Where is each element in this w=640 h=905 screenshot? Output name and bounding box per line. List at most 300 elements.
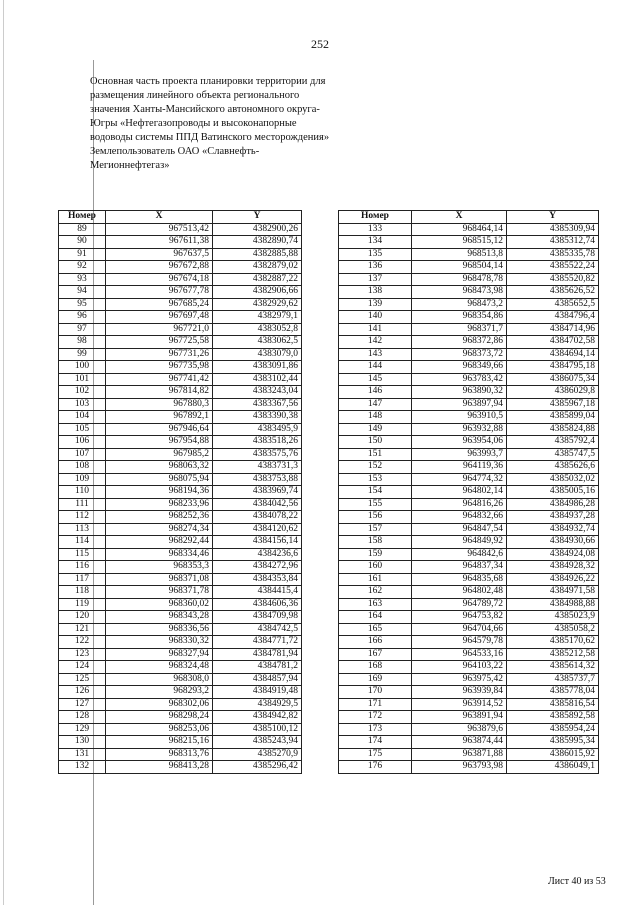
y-coordinate-cell: 4384078,22	[213, 511, 302, 524]
point-number-cell: 115	[59, 548, 106, 561]
table-row	[59, 523, 302, 536]
point-number-cell: 167	[339, 648, 412, 661]
table-row	[59, 411, 302, 424]
table-row	[59, 298, 302, 311]
y-coordinate-cell: 4382900,26	[213, 223, 302, 236]
x-coordinate-cell: 967677,78	[106, 286, 213, 299]
point-number-cell: 174	[339, 736, 412, 749]
point-number-cell: 147	[339, 398, 412, 411]
table-row	[59, 748, 302, 761]
point-number-cell: 131	[59, 748, 106, 761]
y-coordinate-cell: 4384714,96	[507, 323, 599, 336]
point-number-cell: 143	[339, 348, 412, 361]
y-coordinate-cell: 4385100,12	[213, 723, 302, 736]
table-row	[59, 386, 302, 399]
point-number-cell: 106	[59, 436, 106, 449]
table-row	[339, 623, 599, 636]
table-row	[59, 261, 302, 274]
x-coordinate-cell: 968360,02	[106, 598, 213, 611]
x-coordinate-cell: 968253,06	[106, 723, 213, 736]
table-row	[339, 423, 599, 436]
x-coordinate-cell: 963993,7	[412, 448, 507, 461]
heading-line: Основная часть проекта планировки территории для	[90, 76, 326, 87]
y-coordinate-cell: 4384988,88	[507, 598, 599, 611]
x-coordinate-cell: 963914,52	[412, 698, 507, 711]
x-coordinate-cell: 968330,32	[106, 636, 213, 649]
x-coordinate-cell: 968252,36	[106, 511, 213, 524]
point-number-cell: 165	[339, 623, 412, 636]
table-row	[59, 711, 302, 724]
x-coordinate-cell: 967741,42	[106, 373, 213, 386]
y-coordinate-cell: 4385626,6	[507, 461, 599, 474]
y-coordinate-cell: 4385309,94	[507, 223, 599, 236]
point-number-cell: 113	[59, 523, 106, 536]
y-coordinate-cell: 4385296,42	[213, 761, 302, 774]
table-row	[339, 386, 599, 399]
point-number-cell: 149	[339, 423, 412, 436]
x-coordinate-cell: 968215,16	[106, 736, 213, 749]
point-number-cell: 159	[339, 548, 412, 561]
table-row	[339, 548, 599, 561]
point-number-cell: 90	[59, 236, 106, 249]
y-coordinate-cell: 4385967,18	[507, 398, 599, 411]
point-number-cell: 175	[339, 748, 412, 761]
point-number-cell: 155	[339, 498, 412, 511]
table-row	[339, 248, 599, 261]
point-number-cell: 137	[339, 273, 412, 286]
point-number-cell: 117	[59, 573, 106, 586]
table-row	[59, 223, 302, 236]
y-coordinate-cell: 4384702,58	[507, 336, 599, 349]
y-coordinate-cell: 4383079,0	[213, 348, 302, 361]
x-coordinate-cell: 963879,6	[412, 723, 507, 736]
x-coordinate-cell: 963871,88	[412, 748, 507, 761]
page-number: 252	[311, 37, 329, 51]
point-number-cell: 138	[339, 286, 412, 299]
point-number-cell: 135	[339, 248, 412, 261]
point-number-cell: 145	[339, 373, 412, 386]
table-row	[339, 536, 599, 549]
table-row	[339, 473, 599, 486]
x-coordinate-cell: 968413,28	[106, 761, 213, 774]
table-header-row	[339, 211, 599, 224]
y-coordinate-cell: 4384926,22	[507, 573, 599, 586]
column-header-number: Номер	[339, 211, 412, 224]
y-coordinate-cell: 4385778,04	[507, 686, 599, 699]
y-coordinate-cell: 4386029,8	[507, 386, 599, 399]
point-number-cell: 125	[59, 673, 106, 686]
table-row	[339, 323, 599, 336]
point-number-cell: 132	[59, 761, 106, 774]
point-number-cell: 93	[59, 273, 106, 286]
x-coordinate-cell: 968349,66	[412, 361, 507, 374]
y-coordinate-cell: 4383091,86	[213, 361, 302, 374]
y-coordinate-cell: 4385816,54	[507, 698, 599, 711]
table-row	[339, 273, 599, 286]
point-number-cell: 126	[59, 686, 106, 699]
point-number-cell: 95	[59, 298, 106, 311]
point-number-cell: 168	[339, 661, 412, 674]
point-number-cell: 161	[339, 573, 412, 586]
x-coordinate-cell: 964704,66	[412, 623, 507, 636]
coordinates-table-left	[58, 210, 302, 774]
x-coordinate-cell: 963891,94	[412, 711, 507, 724]
table-row	[59, 423, 302, 436]
y-coordinate-cell: 4383753,88	[213, 473, 302, 486]
table-row	[59, 473, 302, 486]
table-row	[339, 661, 599, 674]
y-coordinate-cell: 4384415,4	[213, 586, 302, 599]
table-row	[59, 498, 302, 511]
x-coordinate-cell: 963954,06	[412, 436, 507, 449]
y-coordinate-cell: 4384709,98	[213, 611, 302, 624]
table-row	[339, 698, 599, 711]
table-row	[59, 661, 302, 674]
y-coordinate-cell: 4385023,9	[507, 611, 599, 624]
table-row	[339, 261, 599, 274]
point-number-cell: 99	[59, 348, 106, 361]
x-coordinate-cell: 963874,44	[412, 736, 507, 749]
y-coordinate-cell: 4384781,2	[213, 661, 302, 674]
y-coordinate-cell: 4382885,88	[213, 248, 302, 261]
x-coordinate-cell: 968353,3	[106, 561, 213, 574]
x-coordinate-cell: 967946,64	[106, 423, 213, 436]
y-coordinate-cell: 4385212,58	[507, 648, 599, 661]
point-number-cell: 98	[59, 336, 106, 349]
y-coordinate-cell: 4385170,62	[507, 636, 599, 649]
x-coordinate-cell: 968075,94	[106, 473, 213, 486]
table-row	[339, 448, 599, 461]
table-row	[339, 673, 599, 686]
y-coordinate-cell: 4385058,2	[507, 623, 599, 636]
y-coordinate-cell: 4385737,7	[507, 673, 599, 686]
point-number-cell: 142	[339, 336, 412, 349]
x-coordinate-cell: 967611,38	[106, 236, 213, 249]
x-coordinate-cell: 964837,34	[412, 561, 507, 574]
column-header-x: X	[412, 211, 507, 224]
x-coordinate-cell: 968343,28	[106, 611, 213, 624]
y-coordinate-cell: 4383102,44	[213, 373, 302, 386]
x-coordinate-cell: 968324,48	[106, 661, 213, 674]
table-row	[59, 736, 302, 749]
y-coordinate-cell: 4383243,04	[213, 386, 302, 399]
x-coordinate-cell: 964816,26	[412, 498, 507, 511]
table-row	[339, 648, 599, 661]
table-row	[339, 586, 599, 599]
x-coordinate-cell: 968354,86	[412, 311, 507, 324]
x-coordinate-cell: 968302,06	[106, 698, 213, 711]
x-coordinate-cell: 968293,2	[106, 686, 213, 699]
table-row	[59, 598, 302, 611]
x-coordinate-cell: 964842,6	[412, 548, 507, 561]
table-row	[59, 536, 302, 549]
x-coordinate-cell: 968513,8	[412, 248, 507, 261]
point-number-cell: 118	[59, 586, 106, 599]
y-coordinate-cell: 4384236,6	[213, 548, 302, 561]
x-coordinate-cell: 968371,78	[106, 586, 213, 599]
x-coordinate-cell: 968063,32	[106, 461, 213, 474]
y-coordinate-cell: 4385747,5	[507, 448, 599, 461]
y-coordinate-cell: 4385824,88	[507, 423, 599, 436]
x-coordinate-cell: 964832,66	[412, 511, 507, 524]
point-number-cell: 140	[339, 311, 412, 324]
y-coordinate-cell: 4383367,56	[213, 398, 302, 411]
point-number-cell: 129	[59, 723, 106, 736]
y-coordinate-cell: 4383518,26	[213, 436, 302, 449]
x-coordinate-cell: 964753,82	[412, 611, 507, 624]
y-coordinate-cell: 4384930,66	[507, 536, 599, 549]
y-coordinate-cell: 4384986,28	[507, 498, 599, 511]
x-coordinate-cell: 967674,18	[106, 273, 213, 286]
point-number-cell: 109	[59, 473, 106, 486]
table-row	[339, 636, 599, 649]
y-coordinate-cell: 4383969,74	[213, 486, 302, 499]
x-coordinate-cell: 964849,92	[412, 536, 507, 549]
x-coordinate-cell: 963793,98	[412, 761, 507, 774]
point-number-cell: 154	[339, 486, 412, 499]
table-row	[339, 436, 599, 449]
x-coordinate-cell: 967721,0	[106, 323, 213, 336]
point-number-cell: 107	[59, 448, 106, 461]
point-number-cell: 169	[339, 673, 412, 686]
x-coordinate-cell: 968473,2	[412, 298, 507, 311]
x-coordinate-cell: 968464,14	[412, 223, 507, 236]
column-header-x: X	[106, 211, 213, 224]
point-number-cell: 121	[59, 623, 106, 636]
y-coordinate-cell: 4385995,34	[507, 736, 599, 749]
table-row	[339, 486, 599, 499]
y-coordinate-cell: 4385270,9	[213, 748, 302, 761]
x-coordinate-cell: 963890,32	[412, 386, 507, 399]
table-row	[59, 336, 302, 349]
y-coordinate-cell: 4385243,94	[213, 736, 302, 749]
point-number-cell: 141	[339, 323, 412, 336]
point-number-cell: 104	[59, 411, 106, 424]
point-number-cell: 119	[59, 598, 106, 611]
point-number-cell: 146	[339, 386, 412, 399]
column-header-y: Y	[507, 211, 599, 224]
x-coordinate-cell: 967697,48	[106, 311, 213, 324]
y-coordinate-cell: 4386075,34	[507, 373, 599, 386]
x-coordinate-cell: 968298,24	[106, 711, 213, 724]
y-coordinate-cell: 4384353,84	[213, 573, 302, 586]
table-row	[339, 311, 599, 324]
x-coordinate-cell: 964802,48	[412, 586, 507, 599]
heading-line: размещения линейного объекта регионального	[90, 90, 300, 101]
y-coordinate-cell: 4385626,52	[507, 286, 599, 299]
heading-line: значения Ханты-Мансийского автономного округа-	[90, 104, 320, 115]
point-number-cell: 102	[59, 386, 106, 399]
heading-line: Югры «Нефтегазопроводы и высоконапорные	[90, 118, 297, 129]
y-coordinate-cell: 4385005,16	[507, 486, 599, 499]
x-coordinate-cell: 967954,88	[106, 436, 213, 449]
y-coordinate-cell: 4385335,78	[507, 248, 599, 261]
x-coordinate-cell: 968473,98	[412, 286, 507, 299]
table-row	[339, 686, 599, 699]
coordinates-table-right	[338, 210, 599, 774]
y-coordinate-cell: 4384937,28	[507, 511, 599, 524]
table-row	[339, 286, 599, 299]
table-row	[339, 223, 599, 236]
table-row	[59, 611, 302, 624]
point-number-cell: 151	[339, 448, 412, 461]
table-row	[339, 298, 599, 311]
table-row	[59, 236, 302, 249]
table-row	[339, 761, 599, 774]
x-coordinate-cell: 968308,0	[106, 673, 213, 686]
y-coordinate-cell: 4384928,32	[507, 561, 599, 574]
point-number-cell: 123	[59, 648, 106, 661]
y-coordinate-cell: 4384742,5	[213, 623, 302, 636]
x-coordinate-cell: 968233,96	[106, 498, 213, 511]
y-coordinate-cell: 4386015,92	[507, 748, 599, 761]
point-number-cell: 127	[59, 698, 106, 711]
table-row	[339, 236, 599, 249]
point-number-cell: 94	[59, 286, 106, 299]
x-coordinate-cell: 967725,58	[106, 336, 213, 349]
table-row	[59, 548, 302, 561]
x-coordinate-cell: 964835,68	[412, 573, 507, 586]
x-coordinate-cell: 963910,5	[412, 411, 507, 424]
point-number-cell: 148	[339, 411, 412, 424]
point-number-cell: 166	[339, 636, 412, 649]
table-row	[339, 361, 599, 374]
table-row	[339, 598, 599, 611]
y-coordinate-cell: 4386049,1	[507, 761, 599, 774]
table-row	[59, 723, 302, 736]
y-coordinate-cell: 4384857,94	[213, 673, 302, 686]
document-heading	[90, 75, 390, 173]
x-coordinate-cell: 967985,2	[106, 448, 213, 461]
x-coordinate-cell: 968334,46	[106, 548, 213, 561]
point-number-cell: 105	[59, 423, 106, 436]
point-number-cell: 170	[339, 686, 412, 699]
point-number-cell: 91	[59, 248, 106, 261]
table-row	[339, 561, 599, 574]
table-row	[339, 461, 599, 474]
point-number-cell: 100	[59, 361, 106, 374]
point-number-cell: 176	[339, 761, 412, 774]
y-coordinate-cell: 4385312,74	[507, 236, 599, 249]
table-row	[59, 686, 302, 699]
y-coordinate-cell: 4384929,5	[213, 698, 302, 711]
x-coordinate-cell: 968373,72	[412, 348, 507, 361]
point-number-cell: 164	[339, 611, 412, 624]
table-row	[339, 511, 599, 524]
point-number-cell: 92	[59, 261, 106, 274]
scan-edge-line	[3, 0, 4, 905]
x-coordinate-cell: 964579,78	[412, 636, 507, 649]
table-row	[59, 636, 302, 649]
table-row	[59, 373, 302, 386]
point-number-cell: 112	[59, 511, 106, 524]
point-number-cell: 89	[59, 223, 106, 236]
y-coordinate-cell: 4384771,72	[213, 636, 302, 649]
point-number-cell: 172	[339, 711, 412, 724]
x-coordinate-cell: 968327,94	[106, 648, 213, 661]
x-coordinate-cell: 968504,14	[412, 261, 507, 274]
y-coordinate-cell: 4385032,02	[507, 473, 599, 486]
table-row	[59, 561, 302, 574]
table-row	[59, 286, 302, 299]
table-row	[59, 761, 302, 774]
y-coordinate-cell: 4385792,4	[507, 436, 599, 449]
table-row	[59, 673, 302, 686]
point-number-cell: 96	[59, 311, 106, 324]
y-coordinate-cell: 4384796,4	[507, 311, 599, 324]
x-coordinate-cell: 968372,86	[412, 336, 507, 349]
table-row	[339, 573, 599, 586]
table-row	[339, 398, 599, 411]
x-coordinate-cell: 968371,08	[106, 573, 213, 586]
x-coordinate-cell: 967880,3	[106, 398, 213, 411]
point-number-cell: 156	[339, 511, 412, 524]
point-number-cell: 139	[339, 298, 412, 311]
y-coordinate-cell: 4385652,5	[507, 298, 599, 311]
point-number-cell: 152	[339, 461, 412, 474]
y-coordinate-cell: 4382890,74	[213, 236, 302, 249]
point-number-cell: 108	[59, 461, 106, 474]
y-coordinate-cell: 4385614,32	[507, 661, 599, 674]
table-row	[339, 523, 599, 536]
table-row	[59, 586, 302, 599]
x-coordinate-cell: 963897,94	[412, 398, 507, 411]
table-row	[59, 698, 302, 711]
point-number-cell: 160	[339, 561, 412, 574]
column-header-y: Y	[213, 211, 302, 224]
y-coordinate-cell: 4383575,76	[213, 448, 302, 461]
column-header-number: Номер	[59, 211, 106, 224]
table-row	[59, 436, 302, 449]
point-number-cell: 158	[339, 536, 412, 549]
x-coordinate-cell: 967892,1	[106, 411, 213, 424]
y-coordinate-cell: 4383052,8	[213, 323, 302, 336]
point-number-cell: 150	[339, 436, 412, 449]
point-number-cell: 101	[59, 373, 106, 386]
y-coordinate-cell: 4384932,74	[507, 523, 599, 536]
y-coordinate-cell: 4384156,14	[213, 536, 302, 549]
y-coordinate-cell: 4382979,1	[213, 311, 302, 324]
x-coordinate-cell: 964802,14	[412, 486, 507, 499]
x-coordinate-cell: 963975,42	[412, 673, 507, 686]
x-coordinate-cell: 967735,98	[106, 361, 213, 374]
point-number-cell: 120	[59, 611, 106, 624]
y-coordinate-cell: 4382906,66	[213, 286, 302, 299]
table-row	[339, 748, 599, 761]
table-row	[59, 486, 302, 499]
y-coordinate-cell: 4382887,22	[213, 273, 302, 286]
x-coordinate-cell: 967814,82	[106, 386, 213, 399]
x-coordinate-cell: 967672,88	[106, 261, 213, 274]
point-number-cell: 163	[339, 598, 412, 611]
y-coordinate-cell: 4385899,04	[507, 411, 599, 424]
heading-line: Землепользователь ОАО «Славнефть-	[90, 146, 260, 157]
table-row	[339, 373, 599, 386]
y-coordinate-cell: 4383495,9	[213, 423, 302, 436]
table-row	[339, 411, 599, 424]
x-coordinate-cell: 967513,42	[106, 223, 213, 236]
table-row	[59, 248, 302, 261]
point-number-cell: 136	[339, 261, 412, 274]
point-number-cell: 144	[339, 361, 412, 374]
x-coordinate-cell: 964533,16	[412, 648, 507, 661]
sheet-footer: Лист 40 из 53	[548, 876, 606, 887]
point-number-cell: 128	[59, 711, 106, 724]
point-number-cell: 130	[59, 736, 106, 749]
table-header-row	[59, 211, 302, 224]
table-row	[59, 648, 302, 661]
table-row	[339, 711, 599, 724]
